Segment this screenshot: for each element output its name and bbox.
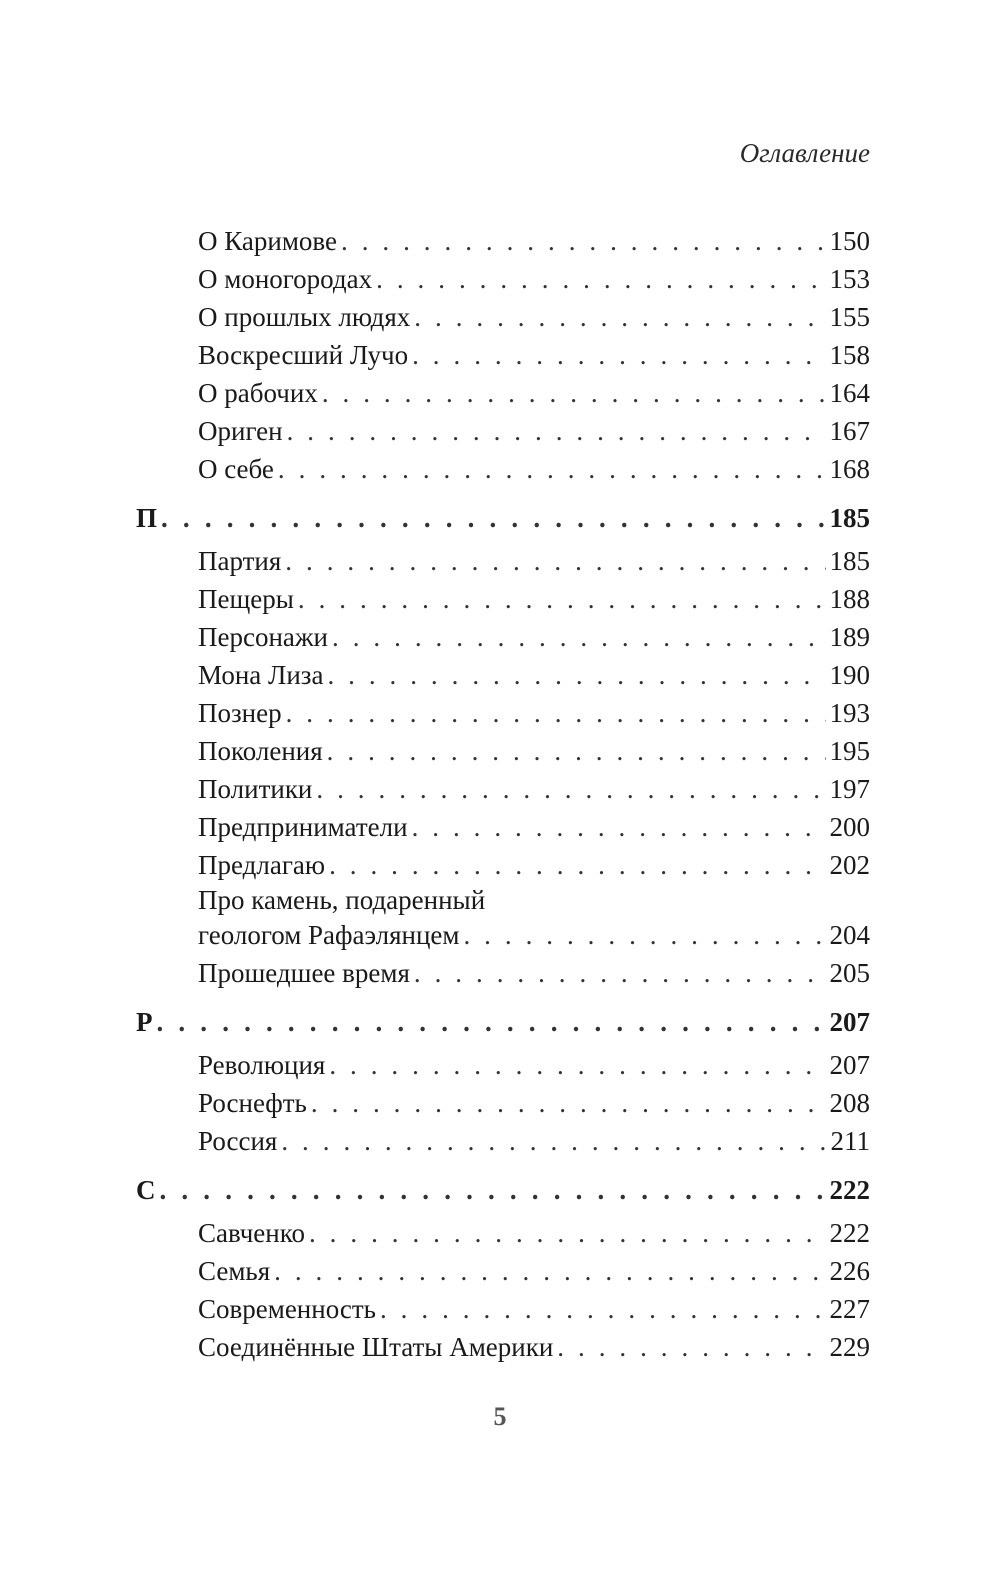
dot-leader bbox=[329, 846, 825, 884]
toc-entry-page: 164 bbox=[829, 378, 870, 408]
toc-entry[interactable] bbox=[198, 374, 870, 412]
toc-entry-title: Семья bbox=[198, 1256, 271, 1286]
dot-leader bbox=[309, 1214, 826, 1252]
toc-entry-title: Прошедшее время bbox=[198, 958, 410, 988]
toc-entry[interactable] bbox=[198, 336, 870, 374]
toc-entry-title: О себе bbox=[198, 454, 274, 484]
toc-entry-page: 226 bbox=[829, 1256, 870, 1286]
toc-entry[interactable] bbox=[198, 222, 870, 260]
toc-entry-page: 153 bbox=[829, 264, 870, 294]
dot-leader bbox=[412, 808, 826, 846]
toc-entry[interactable] bbox=[198, 732, 870, 770]
dot-leader bbox=[329, 1046, 825, 1084]
toc-entry-title: Партия bbox=[198, 546, 282, 576]
toc-entry[interactable] bbox=[198, 260, 870, 298]
toc-entry-page: 195 bbox=[829, 736, 870, 766]
toc-entry-title: Ориген bbox=[198, 416, 283, 446]
toc-entry-page: 200 bbox=[829, 812, 870, 842]
dot-leader bbox=[287, 412, 826, 450]
dot-leader bbox=[316, 770, 825, 808]
dot-leader bbox=[278, 450, 826, 488]
toc-entry[interactable] bbox=[198, 954, 870, 992]
toc-entry-title: Предприниматели bbox=[198, 812, 408, 842]
dot-leader bbox=[327, 656, 825, 694]
dot-leader bbox=[327, 732, 826, 770]
toc-section-r[interactable] bbox=[136, 1002, 870, 1042]
toc-entry-title-line2: геологом Рафаэлянцем bbox=[198, 920, 460, 950]
toc-entry-page: 168 bbox=[829, 454, 870, 484]
toc-entry[interactable] bbox=[198, 1328, 870, 1366]
toc-entry-title: Савченко bbox=[198, 1218, 305, 1248]
toc-entry-page: 208 bbox=[829, 1088, 870, 1118]
toc-entry[interactable] bbox=[198, 1122, 870, 1160]
toc-entry-title: Познер bbox=[198, 698, 282, 728]
toc-section-s[interactable] bbox=[136, 1170, 870, 1210]
toc-entry[interactable] bbox=[198, 1214, 870, 1252]
toc-entry-page: 211 bbox=[830, 1126, 870, 1156]
toc-entry-page: 202 bbox=[829, 850, 870, 880]
section-page: 222 bbox=[829, 1175, 870, 1205]
toc-entry[interactable] bbox=[198, 694, 870, 732]
table-of-contents bbox=[136, 222, 870, 1366]
section-page: 207 bbox=[829, 1007, 870, 1037]
dot-leader bbox=[412, 336, 825, 374]
section-letter: П bbox=[136, 503, 158, 533]
toc-entry[interactable] bbox=[198, 846, 870, 884]
toc-entry-title: Политики bbox=[198, 774, 313, 804]
toc-entry-page: 197 bbox=[829, 774, 870, 804]
toc-entry-title: Персонажи bbox=[198, 622, 329, 652]
toc-entry-page: 207 bbox=[829, 1050, 870, 1080]
toc-entry[interactable] bbox=[198, 412, 870, 450]
toc-entry-two-line[interactable] bbox=[198, 884, 870, 954]
toc-entry-page: 190 bbox=[829, 660, 870, 690]
dot-leader bbox=[157, 1002, 826, 1042]
dot-leader bbox=[341, 222, 826, 260]
toc-entry-title: Соединённые Штаты Америки bbox=[198, 1332, 554, 1362]
toc-entry[interactable] bbox=[198, 450, 870, 488]
dot-leader bbox=[557, 1328, 825, 1366]
dot-leader bbox=[286, 694, 826, 732]
dot-leader bbox=[332, 618, 825, 656]
toc-entry-title: Мона Лиза bbox=[198, 660, 324, 690]
dot-leader bbox=[463, 916, 825, 954]
toc-entry-title: О моногородах bbox=[198, 264, 373, 294]
dot-leader bbox=[281, 1122, 826, 1160]
toc-entry-page: 155 bbox=[829, 302, 870, 332]
toc-entry-title: О прошлых людях bbox=[198, 302, 411, 332]
dot-leader bbox=[298, 580, 826, 618]
dot-leader bbox=[161, 498, 825, 538]
dot-leader bbox=[376, 260, 825, 298]
toc-entry[interactable] bbox=[198, 1046, 870, 1084]
toc-entry-page: 204 bbox=[829, 920, 870, 950]
toc-entry[interactable] bbox=[198, 542, 870, 580]
toc-entry-title: Роснефть bbox=[198, 1088, 307, 1118]
toc-entry-title: Россия bbox=[198, 1126, 278, 1156]
section-letter: С bbox=[136, 1175, 156, 1205]
toc-entry-page: 158 bbox=[829, 340, 870, 370]
toc-section-p[interactable] bbox=[136, 498, 870, 538]
dot-leader bbox=[160, 1170, 826, 1210]
toc-entry-page: 150 bbox=[829, 226, 870, 256]
toc-entry[interactable] bbox=[198, 618, 870, 656]
page-number: 5 bbox=[493, 1402, 507, 1431]
dot-leader bbox=[322, 374, 826, 412]
toc-entry-page: 188 bbox=[829, 584, 870, 614]
toc-entry[interactable] bbox=[198, 1290, 870, 1328]
toc-entry[interactable] bbox=[198, 808, 870, 846]
toc-entry-page: 222 bbox=[829, 1218, 870, 1248]
toc-entry-title: Воскресший Лучо bbox=[198, 340, 409, 370]
toc-entry[interactable] bbox=[198, 298, 870, 336]
toc-entry-title: Современность bbox=[198, 1294, 376, 1324]
dot-leader bbox=[414, 954, 826, 992]
section-letter: Р bbox=[136, 1007, 153, 1037]
toc-entry-page: 193 bbox=[829, 698, 870, 728]
dot-leader bbox=[380, 1290, 826, 1328]
toc-entry[interactable] bbox=[198, 1252, 870, 1290]
toc-entry-title: О рабочих bbox=[198, 378, 318, 408]
section-page: 185 bbox=[829, 503, 870, 533]
dot-leader bbox=[414, 298, 825, 336]
running-header: Оглавление bbox=[739, 138, 870, 168]
toc-entry[interactable] bbox=[198, 770, 870, 808]
toc-entry-page: 205 bbox=[829, 958, 870, 988]
toc-entry-title: Революция bbox=[198, 1050, 326, 1080]
toc-entry-title: Поколения bbox=[198, 736, 323, 766]
toc-entry-page: 229 bbox=[829, 1332, 870, 1362]
toc-entry-title-line1: Про камень, подаренный bbox=[198, 885, 486, 915]
toc-entry-page: 189 bbox=[829, 622, 870, 652]
toc-entry[interactable] bbox=[198, 580, 870, 618]
dot-leader bbox=[274, 1252, 825, 1290]
dot-leader bbox=[285, 542, 825, 580]
toc-entry[interactable] bbox=[198, 1084, 870, 1122]
toc-entry-page: 167 bbox=[829, 416, 870, 446]
dot-leader bbox=[311, 1084, 826, 1122]
toc-entry-page: 185 bbox=[829, 546, 870, 576]
toc-entry-title: Пещеры bbox=[198, 584, 294, 614]
toc-entry-title: О Каримове bbox=[198, 226, 337, 256]
toc-entry[interactable] bbox=[198, 656, 870, 694]
toc-entry-title: Предлагаю bbox=[198, 850, 326, 880]
toc-entry-page: 227 bbox=[829, 1294, 870, 1324]
